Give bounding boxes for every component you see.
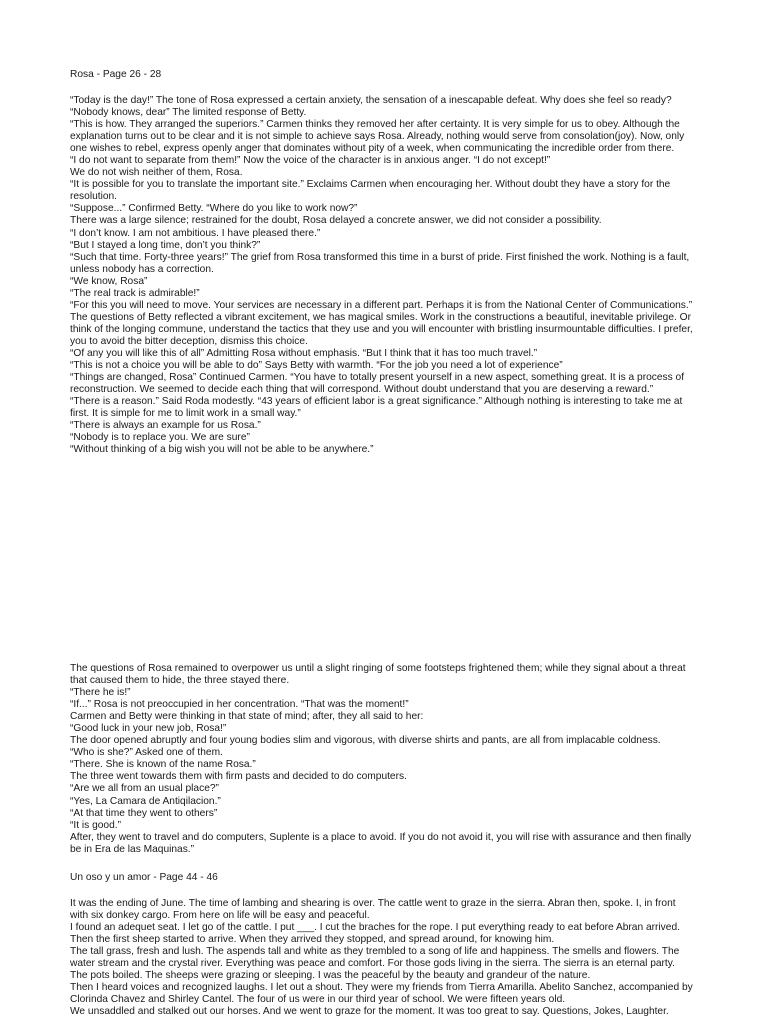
paragraph: “There is a reason.” Said Roda modestly. “43 years of efficient labor is a great significance.” Although nothing is interesting to take me at first. It is simple for me to limit work in a small way.” <box>70 396 683 420</box>
paragraph: “This is not a choice you will be able to do” Says Betty with warmth. “For the job you need a lot of experience” <box>70 360 563 372</box>
paragraph: “There is always an example for us Rosa.” <box>70 420 261 432</box>
paragraph: “Things are changed, Rosa” Continued Carmen. “You have to totally present yourself in a new aspect, something great. It is a process of reconstruction. We seemed to decide each thing that will correspond. Without doubt understand that you are deserving a reward.” <box>70 372 685 396</box>
paragraph: “There. She is known of the name Rosa.” <box>70 759 256 771</box>
paragraph: “This is how. They arranged the superiors.” Carmen thinks they removed her after certainty. It is very simple for us to obey. Although the explanation turns out to be clear and it is not simple to achieve says Rosa. Already, nothing would serve from consolation(joy). Now, only one wishes to rebel, express openly anger that dominates without pity of a week, when communicating the incredible order from there. <box>70 119 685 155</box>
section-title: Rosa - Page 26 - 28 <box>70 69 162 80</box>
paragraph: “Nobody is to replace you. We are sure” <box>70 432 250 444</box>
paragraph: I found an adequet seat. I let go of the cattle. I put ___. I cut the braches for the rope. I put everything ready to eat before Abran arrived. Then the first sheep started to arrive. When they arrived they stopped, and spread around, for knowing him. <box>70 922 680 946</box>
paragraph: The tall grass, fresh and lush. The aspends tall and white as they trembled to a song of life and happiness. The smells and flowers. The water stream and the crystal river. Everything was peace and comfort. For those gods living in the sierra. The sierra is an eternal party. <box>70 946 680 970</box>
section-body <box>70 95 695 456</box>
paragraph: “Who is she?” Asked one of them. <box>70 747 223 759</box>
paragraph: “It is good.” <box>70 819 121 831</box>
paragraph: “Nobody knows, dear” The limited response of Betty. <box>70 107 307 119</box>
paragraph: “The real track is admirable!” <box>70 287 200 299</box>
paragraph: “I do not want to separate from them!” Now the voice of the character is in anxious anger. “I do not except!” <box>70 155 551 167</box>
paragraph: “At that time they went to others” <box>70 807 218 819</box>
paragraph: “Such that time. Forty-three years!” The grief from Rosa transformed this time in a burst of pride. First finished the work. Nothing is a fault, unless nobody has a correction. <box>70 251 690 275</box>
paragraph: “For this you will need to move. Your services are necessary in a different part. Perhaps it is from the National Center of Communications.” <box>70 299 693 311</box>
paragraph: “Good luck in your new job, Rosa!” <box>70 723 227 735</box>
paragraph: “Without thinking of a big wish you will not be able to be anywhere.” <box>70 444 374 456</box>
paragraph: We do not wish neither of them, Rosa. <box>70 167 243 179</box>
paragraph: “It is possible for you to translate the important site.” Exclaims Carmen when encouraging her. Without doubt they have a story for the resolution. <box>70 179 671 203</box>
paragraph: Then I heard voices and recognized laughs. I let out a shout. They were my friends from Tierra Amarilla. Abelito Sanchez, accompanied by Clorinda Chavez and Shirley Cantel. The four of us were in our third year of school. We were fifteen years old. <box>70 982 693 1006</box>
paragraph: We unsaddled and stalked out our horses. And we went to graze for the moment. It was too great to say. Questions, Jokes, Laughter. <box>70 1006 669 1018</box>
paragraph: “I don’t know. I am not ambitious. I have pleased there.” <box>70 227 321 239</box>
paragraph: “If...” Rosa is not preoccupied in her concentration. “That was the moment!” <box>70 699 409 711</box>
paragraph: The door opened abruptly and four young bodies slim and vigorous, with diverse shirts and pants, are all from implacable coldness. <box>70 735 661 747</box>
section-title: Un oso y un amor - Page 44 - 46 <box>70 872 218 883</box>
paragraph: Carmen and Betty were thinking in that state of mind; after, they all said to her: <box>70 711 424 723</box>
paragraph: After, they went to travel and do computers, Suplente is a place to avoid. If you do not avoid it, you will rise with assurance and then finally be in Era de las Maquinas.” <box>70 831 692 855</box>
paragraph: It was the ending of June. The time of lambing and shearing is over. The cattle went to graze in the sierra. Abran then, spoke. I, in front with six donkey cargo. From here on life will be easy and peaceful. <box>70 898 676 922</box>
paragraph: “But I stayed a long time, don’t you think?” <box>70 239 261 251</box>
paragraph: “Suppose...” Confirmed Betty. “Where do you like to work now?” <box>70 203 358 215</box>
paragraph: The questions of Betty reflected a vibrant excitement, we has magical smiles. Work in the constructions a beautiful, inevitable privilege. Or think of the longing commune, understand the tactics that they use and you will encounter with bristling insurmountable difficulties. I prefer, you to avoid the bitter deception, dismiss this choice. <box>70 311 693 347</box>
paragraph: “Are we all from an usual place?” <box>70 783 219 795</box>
paragraph: The three went towards them with firm pasts and decided to do computers. <box>70 771 407 783</box>
paragraph: “Yes, La Camara de Antiqilacion.” <box>70 795 221 807</box>
paragraph: “Today is the day!” The tone of Rosa expressed a certain anxiety, the sensation of a inescapable defeat. Why does she feel so ready? <box>70 95 672 106</box>
paragraph: There was a large silence; restrained for the doubt, Rosa delayed a concrete answer, we did not consider a possibility. <box>70 215 602 227</box>
paragraph: “Of any you will like this of all” Admitting Rosa without emphasis. “But I think that it has too much travel.” <box>70 347 538 359</box>
paragraph: “We know, Rosa” <box>70 275 148 287</box>
paragraph: The questions of Rosa remained to overpower us until a slight ringing of some footsteps frightened them; while they signal about a threat that caused them to hide, the three stayed there. <box>70 663 686 687</box>
paragraph: “There he is!” <box>70 687 131 699</box>
section-body <box>70 898 695 1018</box>
paragraph: The pots boiled. The sheeps were grazing or sleeping. I was the peaceful by the beauty and grandeur of the nature. <box>70 970 591 982</box>
section-body <box>70 663 695 856</box>
